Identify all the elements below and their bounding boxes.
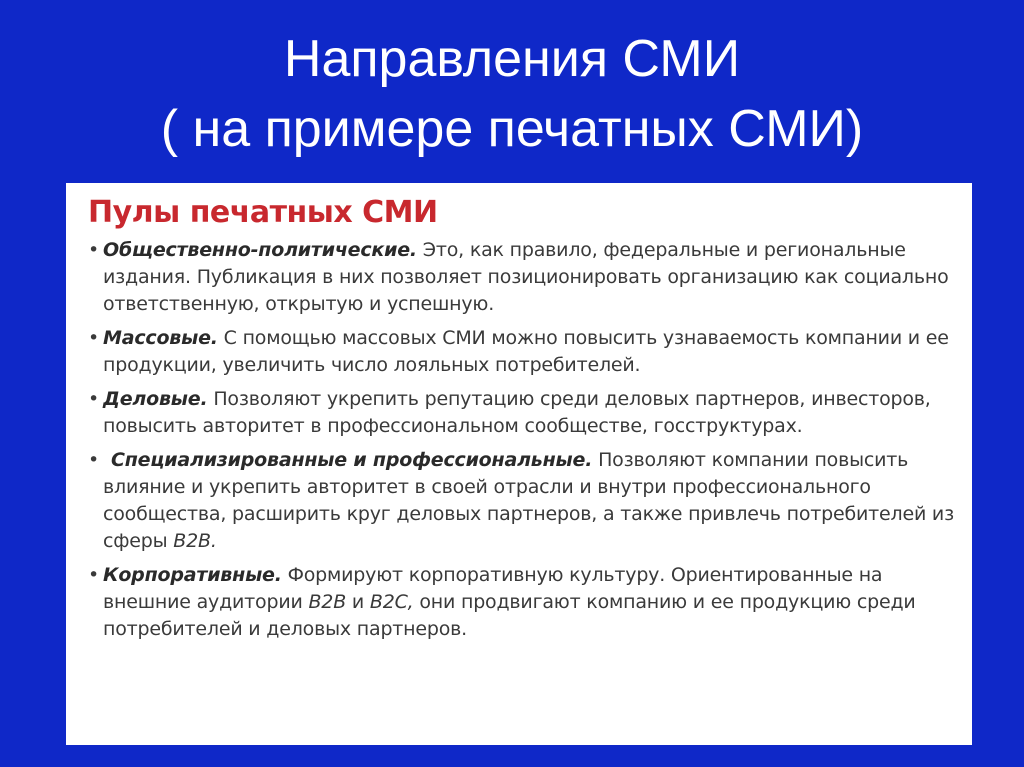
- item-text-tail: они продвигают компанию и ее продукцию среди потребителей и деловых партнеров.: [103, 591, 916, 640]
- item-term: Корпоративные.: [103, 564, 282, 586]
- panel-heading: Пулы печатных СМИ: [88, 195, 438, 230]
- item-text: Это, как правило, федеральные и региональные издания. Публикация в них позволяет позиционировать организацию как социально ответственную, открытую и успешную.: [103, 239, 949, 315]
- bullet-icon: •: [88, 239, 100, 261]
- item-text: Формируют корпоративную культуру. Ориентированные на внешние аудитории: [103, 564, 883, 613]
- content-panel: [66, 183, 972, 745]
- bullet-icon: •: [88, 327, 100, 349]
- item-term: Деловые.: [103, 388, 208, 410]
- pool-list: [88, 237, 954, 643]
- item-text: Позволяют компании повысить влияние и укрепить авторитет в своей отрасли и внутри профессионального сообщества, расширить круг деловых партнеров, а также привлечь потребителей из сферы: [103, 449, 954, 552]
- bullet-icon: •: [88, 564, 100, 586]
- slide-title-line-1: Направления СМИ: [283, 30, 741, 88]
- item-term: Массовые.: [103, 327, 218, 349]
- slide-title: [0, 24, 1024, 164]
- item-term: Общественно-политические.: [103, 239, 417, 261]
- item-tag: B2C,: [369, 591, 414, 613]
- item-term: Специализированные и профессиональные.: [111, 449, 593, 471]
- list-item: [88, 386, 954, 440]
- item-text: Позволяют укрепить репутацию среди деловых партнеров, инвесторов, повысить авторитет в профессиональном сообществе, госструктурах.: [103, 388, 931, 437]
- bullet-icon: •: [88, 388, 100, 410]
- item-text: С помощью массовых СМИ можно повысить узнаваемость компании и ее продукции, увеличить число лояльных потребителей.: [103, 327, 949, 376]
- list-item: [88, 562, 954, 643]
- item-tag: B2B: [308, 591, 347, 613]
- item-tag: B2B.: [173, 530, 217, 552]
- bullet-icon: •: [88, 449, 100, 471]
- list-item: [88, 447, 954, 555]
- slide-title-line-2: ( на примере печатных СМИ): [160, 100, 864, 158]
- item-text-mid: и: [346, 591, 370, 613]
- list-item: [88, 237, 954, 318]
- list-item: [88, 325, 954, 379]
